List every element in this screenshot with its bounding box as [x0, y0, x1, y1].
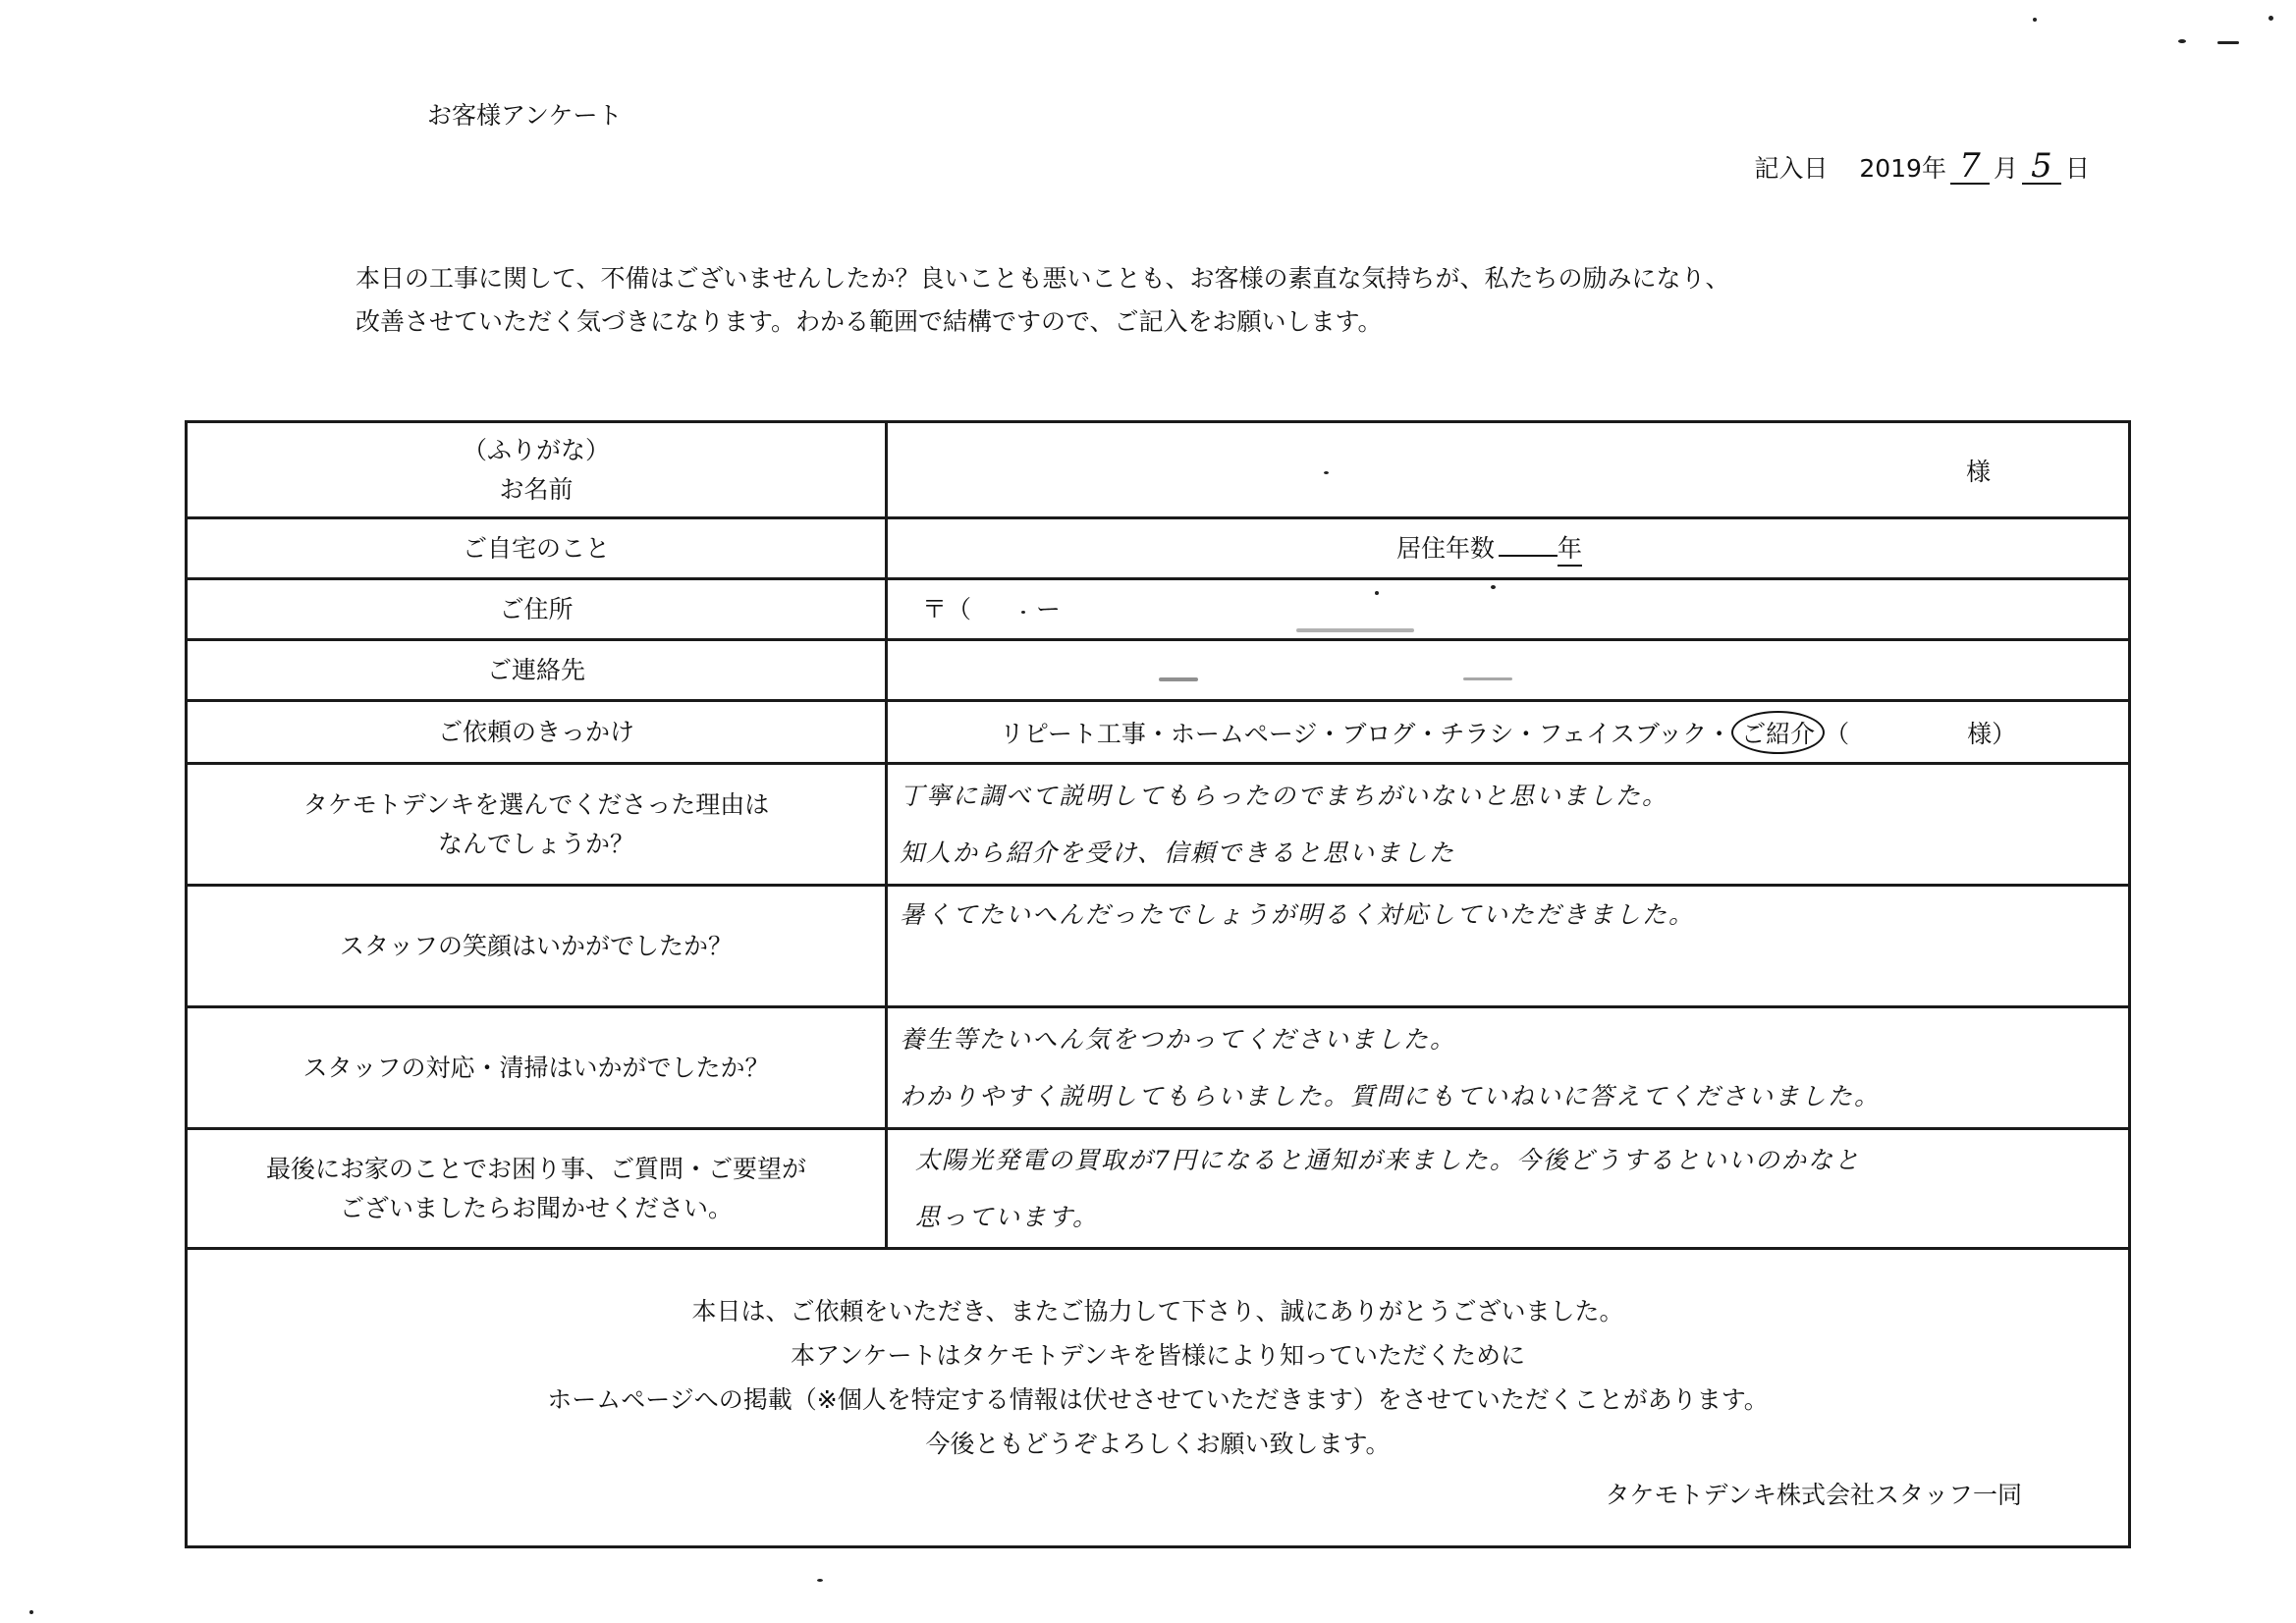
referrer-close: 様） — [1967, 719, 2017, 748]
postal-code — [922, 590, 1061, 625]
row-trigger — [187, 701, 2130, 764]
row-requests — [187, 1129, 2130, 1249]
scan-speck — [1491, 585, 1496, 589]
scan-speck — [2033, 18, 2037, 22]
trigger-label: ご依頼のきっかけ — [187, 701, 887, 764]
postal-prefix: 〒（ — [922, 595, 972, 623]
scan-speck — [1324, 471, 1329, 474]
scan-speck — [1159, 677, 1198, 681]
postal-dash: ー — [1035, 595, 1061, 623]
service-answer[interactable] — [887, 1007, 2130, 1129]
address-field[interactable] — [887, 579, 2130, 640]
scan-speck — [2217, 41, 2239, 44]
company-signature: タケモトデンキ株式会社スタッフ一同 — [1605, 1481, 2022, 1509]
residence-years-unit: 年 — [1558, 529, 1582, 567]
scan-speck — [1375, 591, 1379, 595]
requests-answer-line-2: 思っています。 — [915, 1202, 1100, 1231]
reason-answer-line-2: 知人から紹介を受け、信頼できると思いました — [900, 838, 1456, 867]
scan-speck — [1296, 628, 1414, 632]
scan-speck — [2269, 16, 2273, 21]
name-label: お名前 — [499, 474, 574, 504]
referrer-open: （ — [1825, 719, 1850, 748]
intro-text — [355, 257, 1730, 344]
row-name — [187, 422, 2130, 518]
service-answer-line-2: わかりやすく説明してもらいました。質問にもていねいに答えてくださいました。 — [900, 1081, 1882, 1110]
service-label: スタッフの対応・清掃はいかがでしたか？ — [187, 1007, 887, 1129]
date-year: 2019年 — [1859, 154, 1946, 183]
name-field[interactable] — [887, 422, 2130, 518]
service-answer-line-1: 養生等たいへん気をつかってくださいました。 — [900, 1024, 1457, 1054]
closing-line-1: 本日は、ご依頼をいただき、またご協力して下さり、誠にありがとうございました。 — [691, 1297, 1624, 1325]
trigger-options: リピート工事・ホームページ・ブログ・チラシ・フェイスブック・ — [999, 719, 1732, 748]
date-month-value: 7 — [1950, 149, 1990, 185]
home-field[interactable] — [887, 518, 2130, 579]
row-address — [187, 579, 2130, 640]
survey-form-table — [185, 420, 2131, 1548]
address-label: ご住所 — [187, 579, 887, 640]
row-smile — [187, 886, 2130, 1007]
contact-label: ご連絡先 — [187, 640, 887, 701]
closing-line-3: ホームページへの掲載（※個人を特定する情報は伏せさせていただきます）をさせていただくことがあります。 — [547, 1385, 1769, 1414]
residence-years — [1396, 529, 1582, 567]
intro-line-1: 本日の工事に関して、不備はございませんしたか？良いことも悪いことも、お客様の素直な気持ちが、私たちの励みになり、 — [355, 264, 1730, 293]
closing-line-4: 今後ともどうぞよろしくお願い致します。 — [925, 1430, 1391, 1458]
reason-label-line-2: なんでしょうか？ — [437, 829, 634, 858]
smile-label: スタッフの笑顔はいかがでしたか？ — [187, 886, 887, 1007]
closing-line-2: 本アンケートはタケモトデンキを皆様により知っていただくために — [790, 1341, 1525, 1370]
requests-label-cell — [187, 1129, 887, 1249]
date-day-value: 5 — [2022, 149, 2061, 185]
home-label: ご自宅のこと — [187, 518, 887, 579]
smile-answer[interactable] — [887, 886, 2130, 1007]
date-month-unit: 月 — [1993, 154, 2018, 183]
scan-speck — [817, 1579, 823, 1582]
requests-answer[interactable] — [887, 1129, 2130, 1249]
intro-line-2: 改善させていただく気づきになります。わかる範囲で結構ですので、ご記入をお願いします。 — [355, 307, 1383, 336]
row-reason — [187, 764, 2130, 886]
closing-message — [187, 1249, 2130, 1547]
reason-answer-line-1: 丁寧に調べて説明してもらったのでまちがいないと思いました。 — [900, 781, 1669, 810]
name-suffix: 様 — [1965, 458, 1991, 486]
reason-label-cell — [187, 764, 887, 886]
entry-date — [1754, 146, 2090, 186]
residence-years-label: 居住年数 — [1396, 534, 1496, 563]
scan-speck — [29, 1610, 33, 1614]
trigger-field[interactable] — [887, 701, 2130, 764]
date-label: 記入日 — [1754, 154, 1829, 183]
reason-label-line-1: タケモトデンキを選んでくださった理由は — [302, 789, 770, 819]
requests-label-line-2: ございましたらお聞かせください。 — [339, 1193, 733, 1222]
date-day-unit: 日 — [2064, 154, 2090, 183]
requests-answer-line-1: 太陽光発電の買取が7円になると通知が来ました。今後どうするといいのかなと — [915, 1145, 1861, 1174]
trigger-selected-option[interactable]: ご紹介 — [1731, 711, 1825, 754]
residence-years-value[interactable] — [1499, 555, 1558, 557]
scan-speck — [1021, 611, 1025, 614]
survey-title: お客様アンケート — [427, 101, 623, 130]
requests-label-line-1: 最後にお家のことでお困り事、ご質問・ご要望が — [265, 1154, 806, 1183]
name-label-cell — [187, 422, 887, 518]
scan-speck — [2178, 39, 2186, 43]
smile-answer-line-1: 暑くてたいへんだったでしょうが明るく対応していただきました。 — [900, 900, 1696, 929]
contact-field[interactable] — [887, 640, 2130, 701]
row-home — [187, 518, 2130, 579]
row-service — [187, 1007, 2130, 1129]
furigana-label: （ふりがな） — [462, 435, 610, 464]
row-contact — [187, 640, 2130, 701]
scan-speck — [1463, 677, 1512, 680]
row-closing — [187, 1249, 2130, 1547]
reason-answer[interactable] — [887, 764, 2130, 886]
